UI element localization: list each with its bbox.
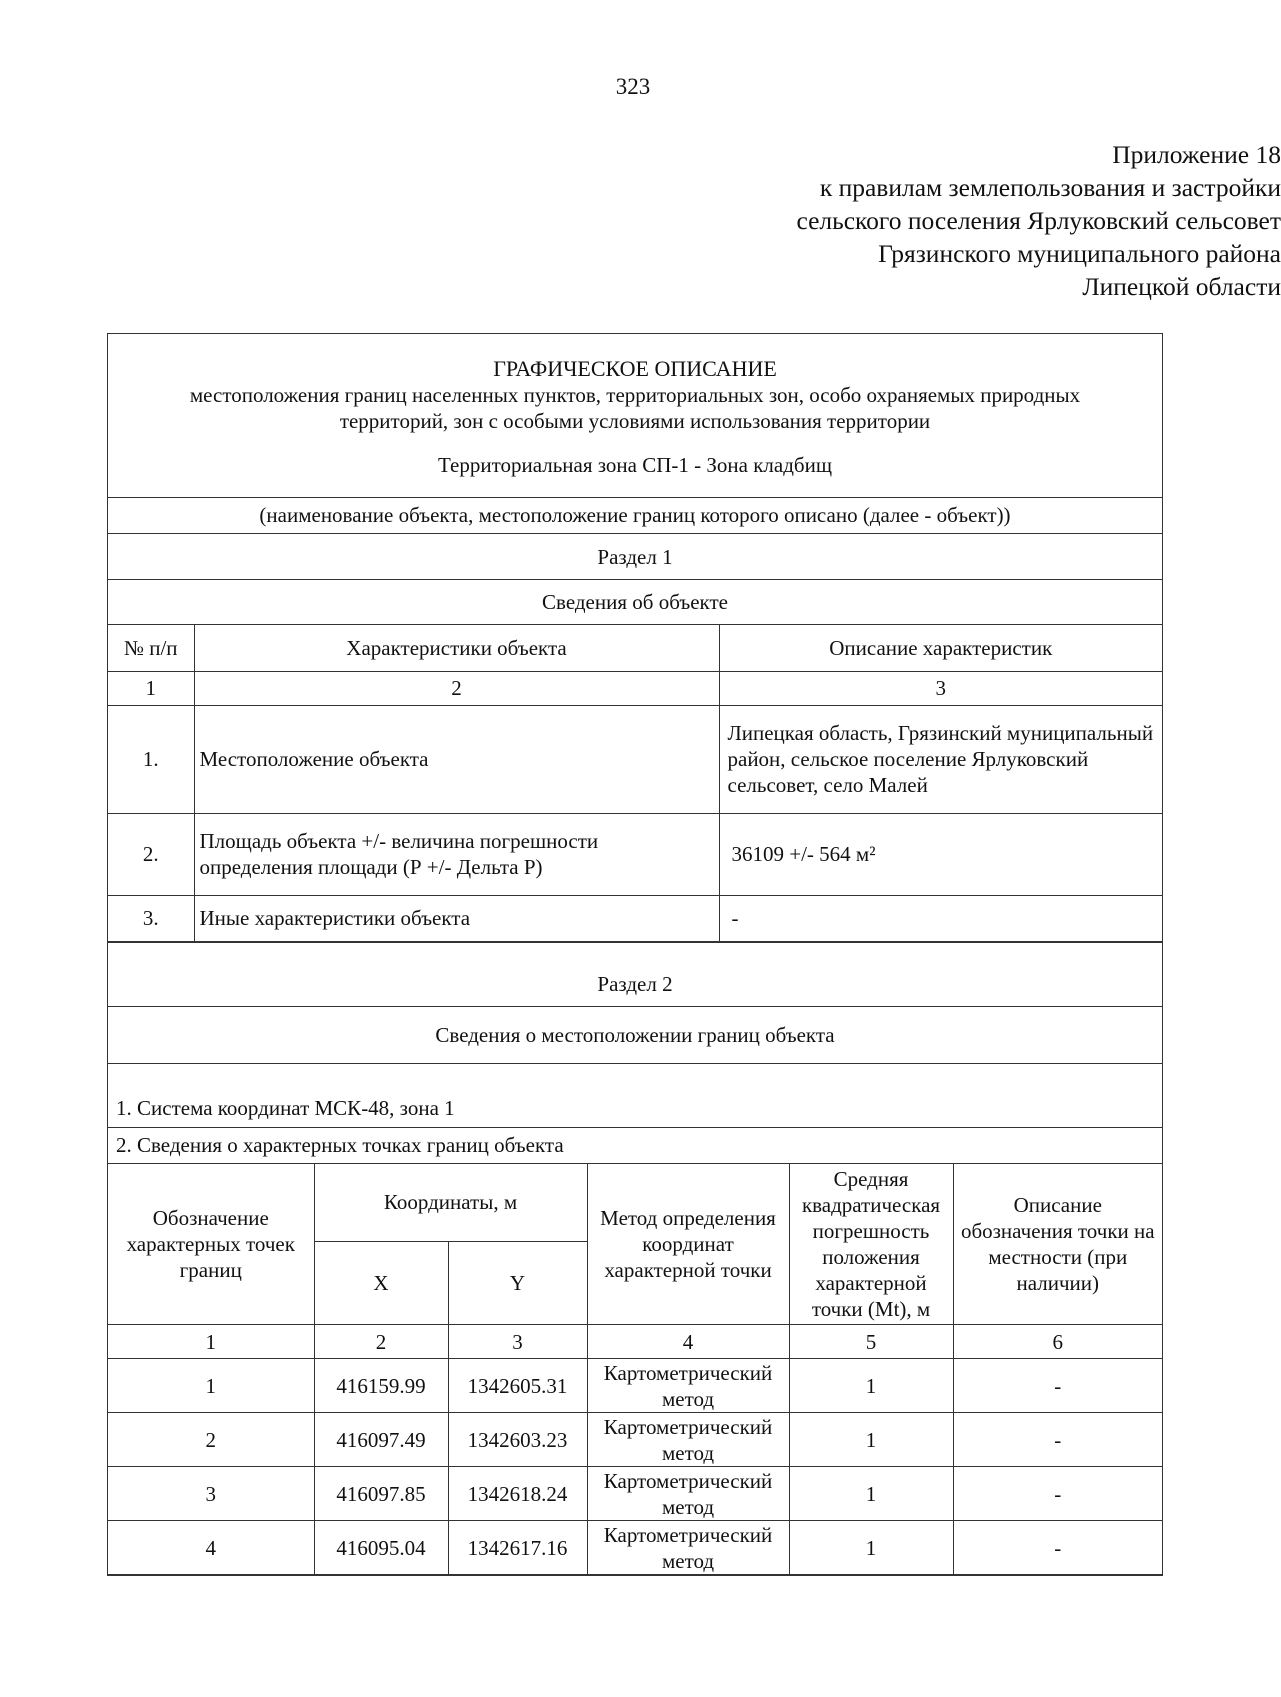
column-header-designation: Обозначение характерных точек границ [108,1164,314,1325]
table-row [108,1521,1162,1575]
point-description: - [953,1413,1162,1467]
point-method: Картометрический метод [587,1359,789,1413]
table-row [108,813,1162,895]
page-number: 323 [615,74,651,99]
column-number: 1 [108,671,194,705]
table-row [108,1413,1162,1467]
header-block [108,334,1162,498]
point-x: 416097.85 [314,1467,448,1521]
characteristic-name: Местоположение объекта [194,705,719,813]
appendix-block [481,138,1281,303]
column-header-method: Метод определения координат характерной точки [587,1164,789,1325]
row-number: 1. [108,705,194,813]
point-x: 416097.49 [314,1413,448,1467]
point-y: 1342605.31 [448,1359,587,1413]
doc-subtitle-line1: местоположения границ населенных пунктов, территориальных зон, особо охраняемых природных [189,383,1081,407]
point-mt: 1 [789,1413,953,1467]
characteristic-value: Липецкая область, Грязинский муниципальный район, сельское поселение Ярлуковский сельсовет, село Малей [719,705,1162,813]
table-row [108,1359,1162,1413]
object-characteristics-table [108,625,1162,942]
column-header-coordinates: Координаты, м [314,1164,587,1242]
column-header-x: X [314,1242,448,1325]
point-id: 3 [108,1467,314,1521]
boundary-points-table [108,1164,1162,1576]
section2-title: Раздел 2 [108,942,1162,1007]
column-number-row [108,1325,1162,1359]
column-header: Характеристики объекта [194,625,719,671]
point-x: 416159.99 [314,1359,448,1413]
column-number: 2 [314,1325,448,1359]
point-y: 1342617.16 [448,1521,587,1575]
appendix-line: Липецкой области [1082,272,1281,301]
zone-name: Территориальная зона СП-1 - Зона кладбищ [437,453,832,477]
characteristic-value: 36109 +/- 564 м² [719,813,1162,895]
document-frame [107,333,1163,1576]
column-number: 5 [789,1325,953,1359]
column-number: 4 [587,1325,789,1359]
point-id: 1 [108,1359,314,1413]
column-header-error: Средняя квадратическая погрешность положения характерной точки (Mt), м [789,1164,953,1325]
point-id: 2 [108,1413,314,1467]
point-method: Картометрический метод [587,1467,789,1521]
appendix-line: Грязинского муниципального района [878,239,1281,268]
appendix-line: к правилам землепользования и застройки [819,173,1281,202]
characteristic-name: Площадь объекта +/- величина погрешности определения площади (Р +/- Дельта Р) [194,813,719,895]
column-number: 2 [194,671,719,705]
point-description: - [953,1467,1162,1521]
section1-title: Раздел 1 [108,534,1162,580]
column-number: 3 [719,671,1162,705]
point-y: 1342603.23 [448,1413,587,1467]
characteristic-name: Иные характеристики объекта [194,895,719,941]
point-x: 416095.04 [314,1521,448,1575]
table-row [108,705,1162,813]
column-number: 6 [953,1325,1162,1359]
doc-subtitle-line2: территорий, зон с особыми условиями использования территории [339,409,931,433]
point-description: - [953,1359,1162,1413]
appendix-line: сельского поселения Ярлуковский сельсовет [796,206,1281,235]
point-mt: 1 [789,1521,953,1575]
column-number: 3 [448,1325,587,1359]
section2-table-wrap [108,1164,1162,1577]
column-number-row [108,671,1162,705]
row-number: 2. [108,813,194,895]
point-id: 4 [108,1521,314,1575]
column-header-description: Описание обозначения точки на местности (при наличии) [953,1164,1162,1325]
section2-subtitle: Сведения о местоположении границ объекта [108,1007,1162,1064]
column-header: № п/п [108,625,194,671]
section1-table-wrap [108,625,1162,942]
object-caption: (наименование объекта, местоположение границ которого описано (далее - объект)) [108,498,1162,534]
appendix-line: Приложение 18 [1112,140,1281,169]
point-mt: 1 [789,1467,953,1521]
column-header-y: Y [448,1242,587,1325]
table-header-row [108,625,1162,671]
table-row [108,1467,1162,1521]
table-row [108,895,1162,941]
point-method: Картометрический метод [587,1413,789,1467]
row-number: 3. [108,895,194,941]
points-caption: 2. Сведения о характерных точках границ объекта [108,1128,1162,1164]
coordinate-system: 1. Система координат МСК-48, зона 1 [108,1064,1162,1128]
point-mt: 1 [789,1359,953,1413]
column-header: Описание характеристик [719,625,1162,671]
point-y: 1342618.24 [448,1467,587,1521]
characteristic-value: - [719,895,1162,941]
doc-title: ГРАФИЧЕСКОЕ ОПИСАНИЕ [493,356,777,381]
column-number: 1 [108,1325,314,1359]
section1-subtitle: Сведения об объекте [108,580,1162,625]
point-description: - [953,1521,1162,1575]
point-method: Картометрический метод [587,1521,789,1575]
